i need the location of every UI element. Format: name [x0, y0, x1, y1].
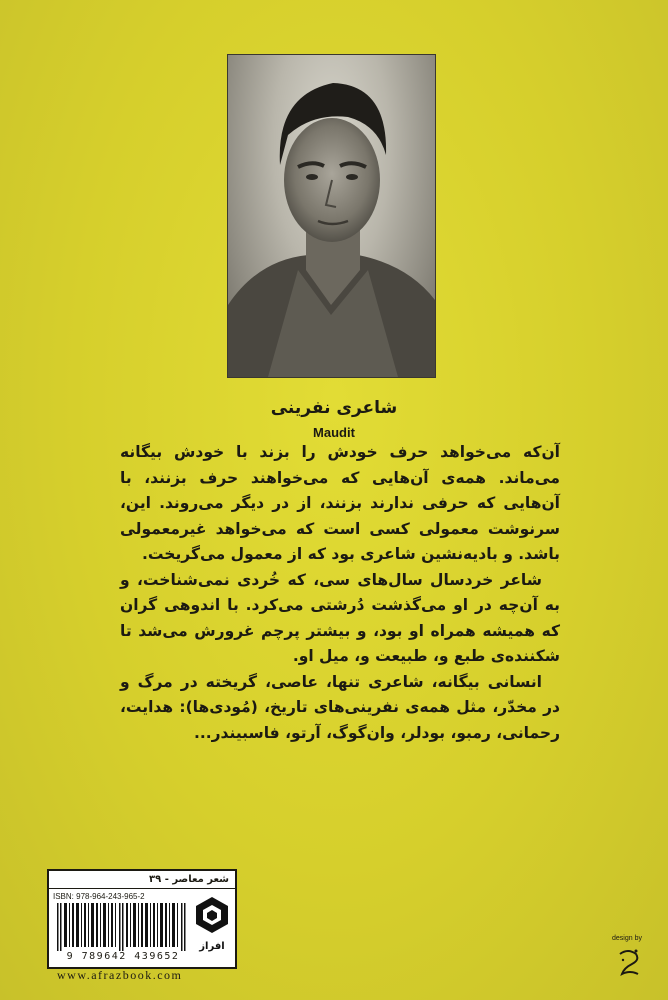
publisher-logo [194, 895, 230, 955]
designer-signature-icon [614, 946, 644, 980]
blurb-paragraph-3: انسانی بیگانه، شاعری تنها، عاصی، گریخته در مرگ و در مخدّر، مثل همه‌ی نفرینی‌های تاریخ، (مُودی‌ها): هدایت، رحمانی، رمبو، بودلر، وان‌گوگ، آرتو، فاسبیندر... [120, 672, 560, 742]
book-title-english: Maudit [313, 425, 355, 440]
blurb-text [120, 440, 560, 746]
barcode-panel [47, 869, 237, 969]
publisher-website: www.afrazbook.com [57, 968, 183, 982]
author-portrait [227, 54, 436, 378]
publisher-logo-text: افراز [199, 941, 225, 952]
blurb-paragraph-1: آن‌که می‌خواهد حرف خودش را بزند با خودش بیگانه می‌ماند. همه‌ی آن‌هایی که می‌خواهند حرف بزنند، با آن‌هایی که حرفی ندارند بزنند، از در دیگر می‌روند. این، سرنوشت معمولی کسی است که می‌خواهد غیرمعمولی باشد. و بادیه‌نشین شاعری بود که از معمول می‌گریخت. [120, 443, 560, 563]
isbn-label: ISBN: 978-964-243-965-2 [53, 892, 145, 901]
barcode-number: 9 789642 439652 [66, 951, 180, 962]
blurb-paragraph-2: شاعر خردسال سال‌های سی، که خُردی نمی‌شناخت، و به آن‌چه در او می‌گذشت دُرشتی می‌کرد. با اندوهی گران که همیشه همراه او بود، و بیشتر پرچم غرورش می‌شد تا شکننده‌ی طبع و، طبیعت و، میل او. [120, 570, 560, 665]
series-label: شعر معاصر - ۳۹ [49, 871, 235, 889]
design-by-label: design by [612, 935, 642, 942]
barcode-bars [55, 903, 189, 951]
book-title-persian: شاعری نفرینی [270, 398, 398, 418]
portrait-photo [228, 55, 435, 377]
